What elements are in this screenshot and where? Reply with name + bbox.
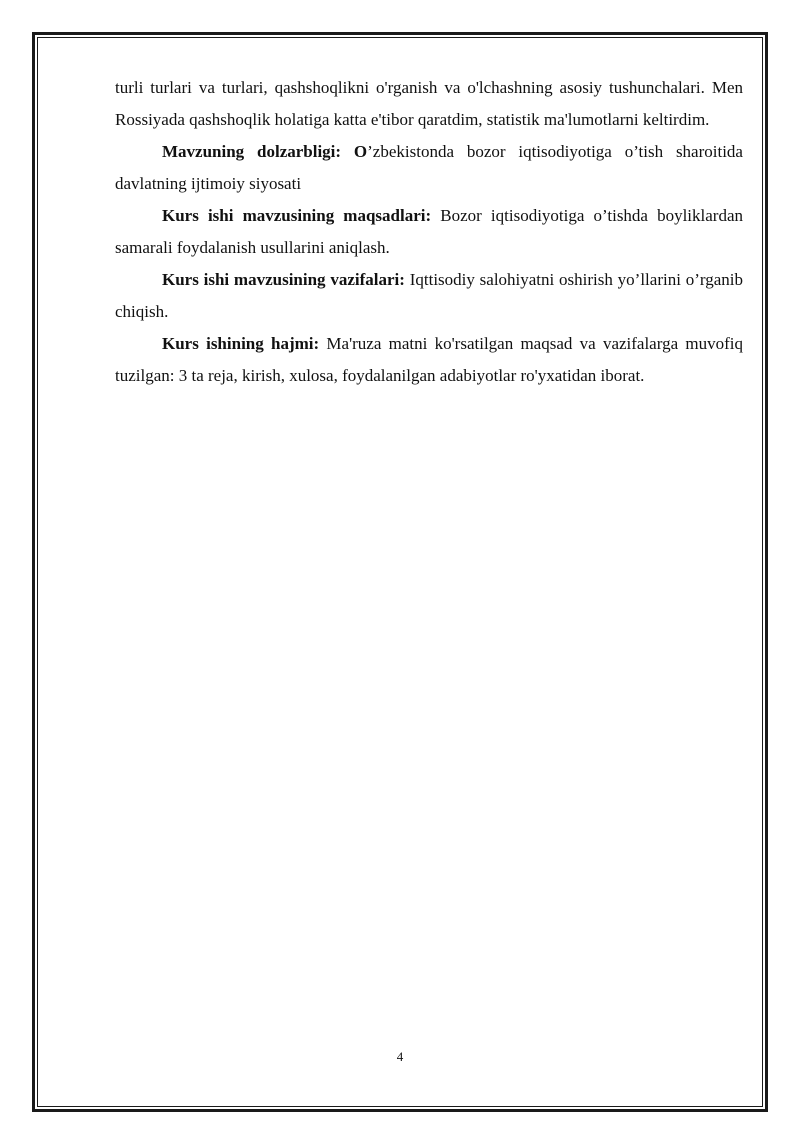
paragraph-text: Iqttisodiy salohiyatni oshirish yo’llarini o’rganib chiqish. [115, 270, 743, 321]
paragraph-text: turli turlari va turlari, qashshoqlikni o'rganish va o'lchashning asosiy tushunchalari. Men Rossiyada qashshoqlik holatiga katta e'tibor qaratdim, statistik ma'lumotlarni keltirdim. [115, 78, 743, 129]
document-body [115, 72, 743, 392]
paragraph-tasks [115, 264, 743, 328]
paragraph-text: Ma'ruza matni ko'rsatilgan maqsad va vazifalarga muvofiq tuzilgan: 3 ta reja, kirish, xulosa, foydalanilgan adabiyotlar ro'yxatidan iborat. [115, 334, 743, 385]
paragraph-text: Bozor iqtisodiyotiga o’tishda boyliklardan samarali foydalanish usullarini aniqlash. [115, 206, 744, 257]
paragraph-heading: Kurs ishi mavzusining vazifalari: [162, 270, 405, 289]
paragraph-goals [115, 200, 743, 264]
paragraph-text: ’zbekistonda bozor iqtisodiyotiga o’tish sharoitida davlatning ijtimoiy siyosati [115, 142, 743, 193]
paragraph-relevance [115, 136, 743, 200]
paragraph-intro-continuation [115, 72, 743, 136]
paragraph-heading: Mavzuning dolzarbligi: O [162, 142, 368, 161]
paragraph-scope [115, 328, 743, 392]
paragraph-heading: Kurs ishining hajmi: [162, 334, 320, 353]
paragraph-heading: Kurs ishi mavzusining maqsadlari: [162, 206, 432, 225]
page-number: 4 [396, 1049, 404, 1064]
